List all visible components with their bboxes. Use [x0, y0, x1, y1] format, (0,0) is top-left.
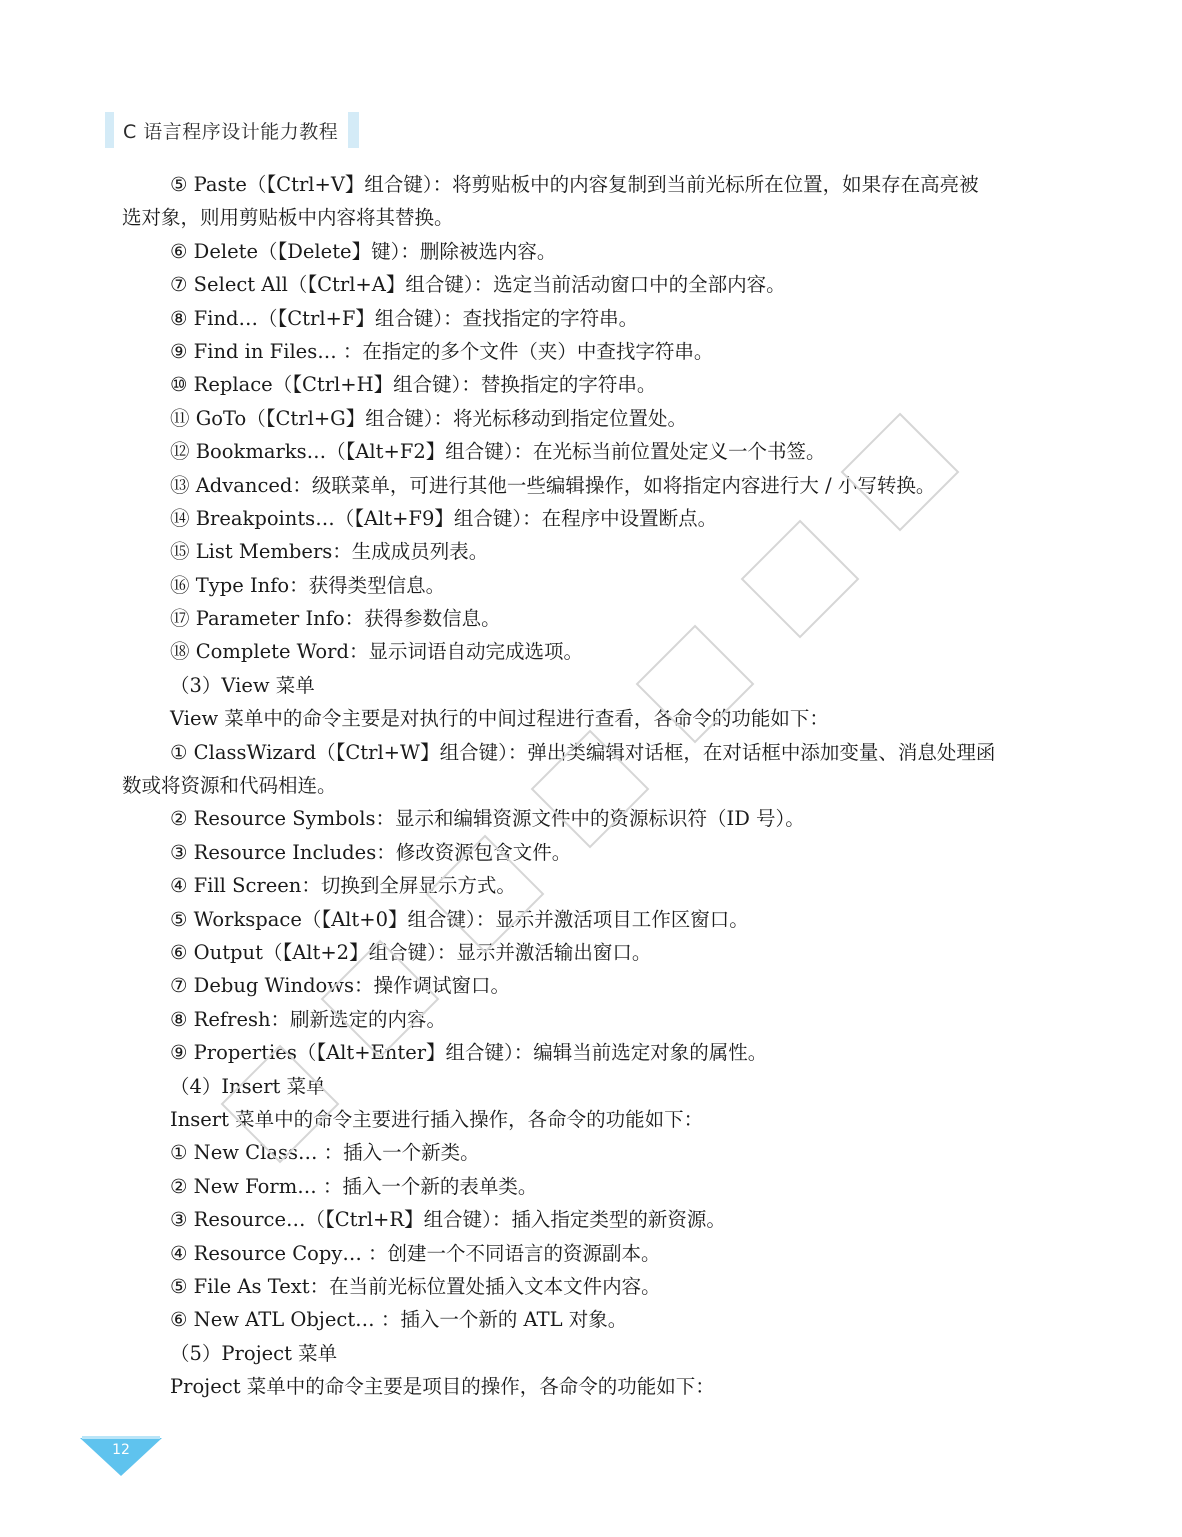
text-line: ③ Resource…（【Ctrl+R】组合键）：插入指定类型的新资源。: [170, 1208, 726, 1232]
text-line: ⑧ Find…（【Ctrl+F】组合键）：查找指定的字符串。: [170, 306, 639, 330]
text-line: ⑭ Breakpoints…（【Alt+F9】组合键）：在程序中设置断点。: [170, 506, 718, 530]
book-title: C 语言程序设计能力教程: [123, 120, 339, 143]
text-line: ⑬ Advanced：级联菜单，可进行其他一些编辑操作，如将指定内容进行大 / 小写转换。: [170, 473, 936, 497]
text-line: ⑰ Parameter Info：获得参数信息。: [170, 607, 501, 631]
text-line: View 菜单中的命令主要是对执行的中间过程进行查看，各命令的功能如下：: [170, 707, 829, 731]
running-header: [105, 112, 359, 148]
text-line: ⑪ GoTo（【Ctrl+G】组合键）：将光标移动到指定位置处。: [170, 406, 687, 430]
text-line: ⑨ Find in Files… ：在指定的多个文件（夹）中查找字符串。: [170, 339, 714, 363]
text-line: ⑯ Type Info：获得类型信息。: [170, 573, 446, 597]
text-line: （3）View 菜单: [170, 673, 315, 697]
header-accent-bar-right: [348, 112, 359, 148]
text-line: ⑥ Output（【Alt+2】组合键）：显示并激活输出窗口。: [170, 940, 652, 964]
text-line: ⑤ Paste（【Ctrl+V】组合键）：将剪贴板中的内容复制到当前光标所在位置，如果存在高亮被: [170, 173, 979, 196]
text-line: ① ClassWizard（【Ctrl+W】组合键）：弹出类编辑对话框，在对话框中添加变量、消息处理函: [170, 740, 996, 764]
text-line: ⑥ New ATL Object… ：插入一个新的 ATL 对象。: [170, 1308, 628, 1332]
header-accent-bar-left: [105, 112, 114, 148]
text-line: （4）Insert 菜单: [170, 1074, 326, 1098]
text-line: ③ Resource Includes：修改资源包含文件。: [170, 840, 572, 864]
page-number: 12: [112, 1442, 130, 1458]
text-line: ④ Resource Copy… ：创建一个不同语言的资源副本。: [170, 1241, 661, 1265]
text-line: ⑮ List Members：生成成员列表。: [170, 540, 489, 564]
text-line: ② New Form… ：插入一个新的表单类。: [170, 1174, 538, 1198]
body-text: [122, 168, 1062, 1403]
text-line: 选对象，则用剪贴板中内容将其替换。: [122, 206, 454, 230]
text-line: 数或将资源和代码相连。: [122, 774, 337, 798]
text-line: ⑥ Delete（【Delete】键）：删除被选内容。: [170, 239, 557, 263]
text-line: ② Resource Symbols：显示和编辑资源文件中的资源标识符（ID 号）。: [170, 807, 805, 831]
text-line: ① New Class… ：插入一个新类。: [170, 1141, 480, 1165]
text-line: ⑨ Properties（【Alt+Enter】组合键）：编辑当前选定对象的属性。: [170, 1041, 768, 1065]
text-line: ⑧ Refresh：刷新选定的内容。: [170, 1007, 447, 1031]
text-line: （5）Project 菜单: [170, 1341, 338, 1365]
text-line: ⑦ Select All（【Ctrl+A】组合键）：选定当前活动窗口中的全部内容。: [170, 273, 786, 297]
text-line: Project 菜单中的命令主要是项目的操作，各命令的功能如下：: [170, 1375, 715, 1399]
text-line: ⑱ Complete Word：显示词语自动完成选项。: [170, 640, 583, 664]
text-line: ⑦ Debug Windows：操作调试窗口。: [170, 974, 510, 998]
text-line: Insert 菜单中的命令主要进行插入操作，各命令的功能如下：: [170, 1107, 704, 1131]
text-line: ④ Fill Screen：切换到全屏显示方式。: [170, 874, 516, 898]
text-line: ⑩ Replace（【Ctrl+H】组合键）：替换指定的字符串。: [170, 373, 657, 397]
text-line: ⑤ File As Text：在当前光标位置处插入文本文件内容。: [170, 1274, 661, 1298]
text-line: ⑫ Bookmarks…（【Alt+F2】组合键）：在光标当前位置处定义一个书签。: [170, 440, 826, 464]
text-line: ⑤ Workspace（【Alt+0】组合键）：显示并激活项目工作区窗口。: [170, 907, 749, 931]
